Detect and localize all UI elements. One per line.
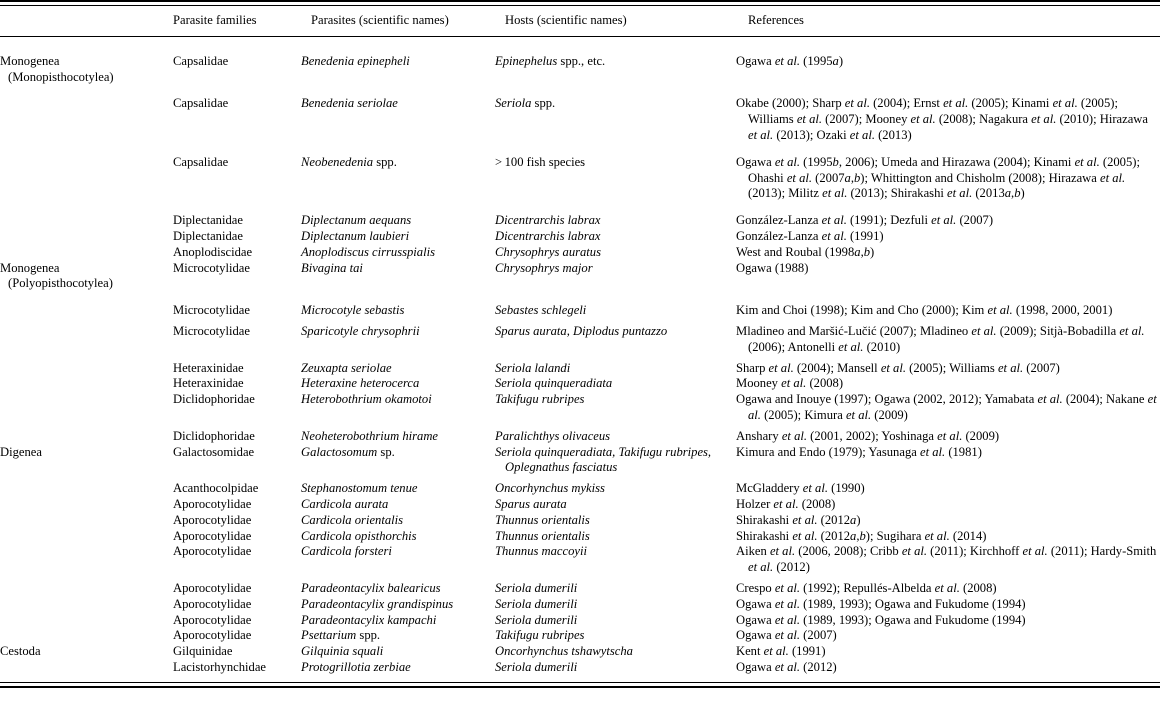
parasite-name-cell: Neoheterobothrium hirame <box>301 428 438 443</box>
parasite-name-cell: Galactosomum sp. <box>301 444 395 459</box>
table-row <box>0 392 1160 424</box>
references-cell: Shirakashi et al. (2012a,b); Sugihara et al. (2014) <box>736 528 987 543</box>
parasite-name-cell: Protogrillotia zerbiae <box>301 659 411 674</box>
parasite-family-cell: Capsalidae <box>173 53 229 68</box>
parasite-name-cell: Sparicotyle chrysophrii <box>301 323 420 338</box>
taxon-group-cell-empty <box>0 356 173 377</box>
taxon-group-sublabel: (Polyopisthocotylea) <box>8 276 113 291</box>
parasite-name-cell: Cardicola orientalis <box>301 512 404 527</box>
taxon-group-label: Monogenea <box>0 260 60 275</box>
references-cell: Kim and Choi (1998); Kim and Cho (2000); Kim et al. (1998, 2000, 2001) <box>736 303 1113 318</box>
references-cell: McGladdery et al. (1990) <box>736 481 865 496</box>
host-name-cell: Takifugu rubripes <box>495 392 585 407</box>
host-name-cell: Seriola dumerili <box>495 612 578 627</box>
table-row <box>0 229 1160 245</box>
taxon-group-cell-empty <box>0 424 173 445</box>
host-name-cell: Chrysophrys auratus <box>495 244 602 259</box>
host-name-cell: Thunnus orientalis <box>495 528 590 543</box>
host-name-cell: Seriola dumerili <box>495 659 578 674</box>
taxon-group-label: Cestoda <box>0 644 41 659</box>
references-cell: Ogawa et al. (2012) <box>736 659 837 674</box>
table-row <box>0 576 1160 597</box>
references-cell: Holzer et al. (2008) <box>736 496 836 511</box>
parasite-name-cell: Anoplodiscus cirrusspialis <box>301 244 435 259</box>
host-name-cell: > 100 fish species <box>495 154 586 169</box>
table-row <box>0 85 1160 143</box>
parasite-name-cell: Heterobothrium okamotoi <box>301 392 432 407</box>
parasite-family-cell: Microcotylidae <box>173 303 250 318</box>
parasite-name-cell: Bivagina tai <box>301 260 363 275</box>
parasite-name-cell: Benedenia seriolae <box>301 96 398 111</box>
host-name-cell: Seriola lalandi <box>495 360 571 375</box>
header-parasite-families: Parasite families <box>173 13 257 27</box>
table-row <box>0 292 1160 319</box>
taxon-group-cell-empty <box>0 628 173 644</box>
taxon-group-cell-empty <box>0 392 173 424</box>
table-row <box>0 544 1160 576</box>
parasite-family-cell: Heteraxinidae <box>173 360 244 375</box>
table-row <box>0 424 1160 445</box>
references-cell: Ogawa (1988) <box>736 260 809 275</box>
taxon-group-cell-empty <box>0 544 173 576</box>
table-row <box>0 628 1160 644</box>
table-row <box>0 613 1160 629</box>
references-cell: Mladineo and Maršić-Lučić (2007); Mladineo et al. (2009); Sitjà-Bobadilla et al. (2006); Antonelli et al. (2010) <box>736 323 1145 354</box>
host-name-cell: Oncorhynchus mykiss <box>495 481 605 496</box>
table-row <box>0 376 1160 392</box>
header-parasites: Parasites (scientific names) <box>311 13 449 27</box>
parasite-family-cell: Microcotylidae <box>173 260 250 275</box>
table-bottom-rule-thick <box>0 686 1160 688</box>
parasite-family-cell: Capsalidae <box>173 96 229 111</box>
parasite-family-cell: Aporocotylidae <box>173 496 252 511</box>
table-row <box>0 476 1160 497</box>
references-cell: Kent et al. (1991) <box>736 644 826 659</box>
taxon-group-cell-empty <box>0 613 173 629</box>
references-cell: Anshary et al. (2001, 2002); Yoshinaga et al. (2009) <box>736 428 1000 443</box>
references-cell: Shirakashi et al. (2012a) <box>736 512 861 527</box>
host-name-cell: Oncorhynchus tshawytscha <box>495 644 633 659</box>
references-cell: Ogawa et al. (2007) <box>736 628 837 643</box>
taxon-group-cell-empty <box>0 376 173 392</box>
parasite-name-cell: Paradeontacylix balearicus <box>301 580 441 595</box>
taxon-group-cell-empty <box>0 229 173 245</box>
host-name-cell: Paralichthys olivaceus <box>495 428 611 443</box>
parasite-name-cell: Diplectanum aequans <box>301 213 412 228</box>
host-name-cell: Seriola dumerili <box>495 596 578 611</box>
host-name-cell: Sparus aurata <box>495 496 567 511</box>
host-name-cell: Epinephelus spp., etc. <box>495 53 606 68</box>
references-cell: González-Lanza et al. (1991) <box>736 228 884 243</box>
references-cell: Crespo et al. (1992); Repullés-Albelda et al. (2008) <box>736 580 997 595</box>
host-name-cell: Seriola quinqueradiata, Takifugu rubripes, Oplegnathus fasciatus <box>495 444 712 475</box>
taxon-group-cell-empty <box>0 476 173 497</box>
table-header-row <box>0 6 1160 36</box>
parasite-name-cell: Cardicola opisthorchis <box>301 528 417 543</box>
taxon-group-cell-empty <box>0 597 173 613</box>
parasite-family-cell: Aporocotylidae <box>173 596 252 611</box>
parasite-family-cell: Aporocotylidae <box>173 512 252 527</box>
parasite-family-cell: Microcotylidae <box>173 323 250 338</box>
header-hosts: Hosts (scientific names) <box>505 13 627 27</box>
taxon-group-sublabel: (Monopisthocotylea) <box>8 69 114 84</box>
host-name-cell: Thunnus orientalis <box>495 512 590 527</box>
taxon-group-label: Digenea <box>0 444 42 459</box>
parasite-name-cell: Paradeontacylix kampachi <box>301 612 437 627</box>
parasite-family-cell: Aporocotylidae <box>173 580 252 595</box>
host-name-cell: Sparus aurata, Diplodus puntazzo <box>495 323 668 338</box>
parasite-name-cell: Psettarium spp. <box>301 628 381 643</box>
parasite-name-cell: Heteraxine heterocerca <box>301 376 420 391</box>
table-row <box>0 660 1160 676</box>
taxon-group-cell <box>0 43 173 86</box>
parasite-name-cell: Diplectanum laubieri <box>301 228 410 243</box>
parasite-family-cell: Lacistorhynchidae <box>173 659 267 674</box>
parasite-family-cell: Diplectanidae <box>173 213 243 228</box>
references-cell: Okabe (2000); Sharp et al. (2004); Ernst et al. (2005); Kinami et al. (2005); Williams et al. (2007); Mooney et al. (2008); Nagakura et al. (2010); Hirazawa et al. (2013); Ozaki et al. (2013) <box>736 96 1148 142</box>
taxon-group-cell-empty <box>0 85 173 143</box>
table-row <box>0 356 1160 377</box>
parasite-name-cell: Zeuxapta seriolae <box>301 360 392 375</box>
taxon-group-cell-empty <box>0 529 173 545</box>
taxon-group-cell-empty <box>0 319 173 356</box>
references-cell: Kimura and Endo (1979); Yasunaga et al. (1981) <box>736 444 982 459</box>
parasite-family-cell: Aporocotylidae <box>173 612 252 627</box>
taxon-group-cell-empty <box>0 245 173 261</box>
taxon-group-cell-empty <box>0 144 173 202</box>
parasite-name-cell: Neobenedenia spp. <box>301 154 397 169</box>
host-name-cell: Thunnus maccoyii <box>495 544 587 559</box>
table-row <box>0 43 1160 86</box>
parasite-family-cell: Acanthocolpidae <box>173 481 259 496</box>
parasite-name-cell: Stephanostomum tenue <box>301 481 418 496</box>
parasite-name-cell: Gilquinia squali <box>301 644 384 659</box>
parasite-family-cell: Capsalidae <box>173 154 229 169</box>
parasite-family-cell: Anoplodiscidae <box>173 244 253 259</box>
header-references: References <box>748 13 804 27</box>
table-row <box>0 445 1160 477</box>
taxon-group-cell <box>0 644 173 660</box>
parasite-family-cell: Aporocotylidae <box>173 528 252 543</box>
table-row <box>0 513 1160 529</box>
host-name-cell: Seriola spp. <box>495 96 556 111</box>
host-name-cell: Seriola quinqueradiata <box>495 376 613 391</box>
host-name-cell: Dicentrarchis labrax <box>495 213 601 228</box>
table-bottom-rule-thick-line <box>0 686 1160 688</box>
taxon-group-cell <box>0 445 173 477</box>
taxon-group-cell <box>0 261 173 293</box>
taxon-group-cell-empty <box>0 202 173 229</box>
references-cell: Sharp et al. (2004); Mansell et al. (2005); Williams et al. (2007) <box>736 360 1060 375</box>
table-row <box>0 597 1160 613</box>
references-cell: Aiken et al. (2006, 2008); Cribb et al. (2011); Kirchhoff et al. (2011); Hardy-Smith et al. (2012) <box>736 544 1157 575</box>
parasite-family-cell: Galactosomidae <box>173 444 255 459</box>
header-group <box>0 6 173 36</box>
references-cell: Ogawa et al. (1995a) <box>736 53 844 68</box>
table-row <box>0 245 1160 261</box>
taxon-group-cell-empty <box>0 292 173 319</box>
references-cell: Ogawa and Inouye (1997); Ogawa (2002, 2012); Yamabata et al. (2004); Nakane et al. (2005); Kimura et al. (2009) <box>736 392 1157 422</box>
parasite-family-cell: Aporocotylidae <box>173 544 252 559</box>
parasite-family-cell: Diplectanidae <box>173 228 243 243</box>
host-name-cell: Chrysophrys major <box>495 260 593 275</box>
table-row <box>0 497 1160 513</box>
table-row <box>0 202 1160 229</box>
parasite-family-cell: Diclidophoridae <box>173 428 255 443</box>
table-row <box>0 261 1160 293</box>
table-row <box>0 529 1160 545</box>
references-cell: Mooney et al. (2008) <box>736 376 844 391</box>
taxon-group-cell-empty <box>0 576 173 597</box>
parasite-name-cell: Cardicola aurata <box>301 496 389 511</box>
references-cell: Ogawa et al. (1989, 1993); Ogawa and Fukudome (1994) <box>736 596 1026 611</box>
references-cell: Ogawa et al. (1995b, 2006); Umeda and Hirazawa (2004); Kinami et al. (2005); Ohashi et al. (2007a,b); Whittington and Chisholm (2008); Hirazawa et al. (2013); Militz et al. (2013); Shirakashi et al. (2013a,b) <box>736 154 1140 201</box>
host-name-cell: Takifugu rubripes <box>495 628 585 643</box>
parasite-family-cell: Aporocotylidae <box>173 628 252 643</box>
references-cell: West and Roubal (1998a,b) <box>736 244 875 259</box>
taxon-group-cell-empty <box>0 660 173 676</box>
taxon-group-cell-empty <box>0 497 173 513</box>
host-name-cell: Sebastes schlegeli <box>495 303 587 318</box>
parasite-name-cell: Microcotyle sebastis <box>301 303 405 318</box>
host-name-cell: Dicentrarchis labrax <box>495 228 601 243</box>
taxon-group-cell-empty <box>0 513 173 529</box>
references-cell: Ogawa et al. (1989, 1993); Ogawa and Fukudome (1994) <box>736 612 1026 627</box>
parasite-family-cell: Gilquinidae <box>173 644 233 659</box>
host-name-cell: Seriola dumerili <box>495 580 578 595</box>
references-cell: González-Lanza et al. (1991); Dezfuli et al. (2007) <box>736 213 994 228</box>
parasite-name-cell: Paradeontacylix grandispinus <box>301 596 454 611</box>
taxon-group-label: Monogenea <box>0 53 60 68</box>
parasite-name-cell: Cardicola forsteri <box>301 544 392 559</box>
parasite-name-cell: Benedenia epinepheli <box>301 53 410 68</box>
parasite-family-cell: Heteraxinidae <box>173 376 244 391</box>
parasite-family-cell: Diclidophoridae <box>173 392 255 407</box>
table-row <box>0 644 1160 660</box>
table-row <box>0 144 1160 202</box>
table-row <box>0 319 1160 356</box>
